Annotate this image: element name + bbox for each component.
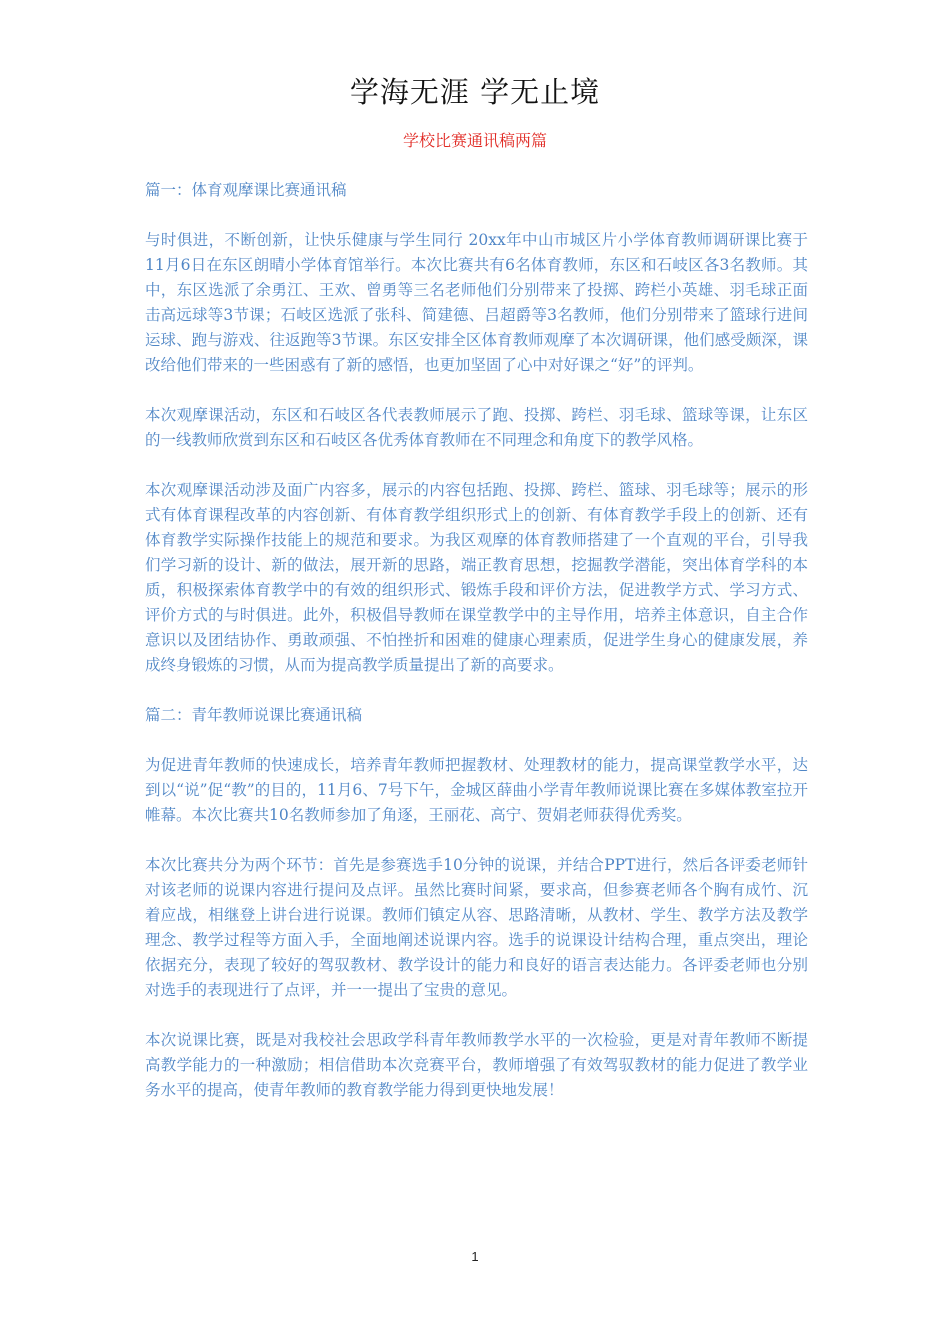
paragraph: 本次观摩课活动涉及面广内容多，展示的内容包括跑、投掷、跨栏、篮球、羽毛球等；展示的形式有体育课程改革的内容创新、有体育教学组织形式上的创新、有体育教学手段上的创新、还有体育教学实际操作技能上的规范和要求。为我区观摩的体育教师搭建了一个直观的平台，引导我们学习新的设计、新的做法，展开新的思路，端正教育思想，挖掘教学潜能，突出体育学科的本质，积极探索体育教学中的有效的组织形式、锻炼手段和评价方法，促进教学方式、学习方式、评价方式的与时俱进。此外，积极倡导教师在课堂教学中的主导作用，培养主体意识，自主合作意识以及团结协作、勇敢顽强、不怕挫折和困难的健康心理素质，促进学生身心的健康发展，养成终身锻炼的习惯，从而为提高教学质量提出了新的高要求。	[145, 481, 808, 674]
paragraph: 本次比赛共分为两个环节：首先是参赛选手10分钟的说课，并结合PPT进行，然后各评委老师针对该老师的说课内容进行提问及点评。虽然比赛时间紧，要求高，但参赛老师各个胸有成竹、沉着应战，相继登上讲台进行说课。教师们镇定从容、思路清晰，从教材、学生、教学方法及教学理念、教学过程等方面入手，全面地阐述说课内容。选手的说课设计结构合理，重点突出，理论依据充分，表现了较好的驾驭教材、教学设计的能力和良好的语言表达能力。各评委老师也分别对选手的表现进行了点评，并一一提出了宝贵的意见。	[145, 856, 808, 999]
paragraph: 为促进青年教师的快速成长，培养青年教师把握教材、处理教材的能力，提高课堂教学水平，达到以“说”促“教”的目的，11月6、7号下午，金城区薛曲小学青年教师说课比赛在多媒体教室拉开帷幕。本次比赛共10名教师参加了角逐，王丽花、高宁、贺娟老师获得优秀奖。	[145, 756, 808, 824]
paragraph: 本次观摩课活动，东区和石岐区各代表教师展示了跑、投掷、跨栏、羽毛球、篮球等课，让东区的一线教师欣赏到东区和石岐区各优秀体育教师在不同理念和角度下的教学风格。	[145, 406, 808, 449]
section-heading-1: 篇一：体育观摩课比赛通讯稿	[145, 181, 347, 199]
section-heading-2: 篇二：青年教师说课比赛通讯稿	[145, 706, 363, 724]
page-header-motto: 学海无涯 学无止境	[349, 75, 601, 109]
page-number: 1	[471, 1249, 479, 1264]
document-title: 学校比赛通讯稿两篇	[402, 131, 547, 150]
paragraph: 与时俱进，不断创新，让快乐健康与学生同行 20xx年中山市城区片小学体育教师调研课比赛于11月6日在东区朗晴小学体育馆举行。本次比赛共有6名体育教师，东区和石岐区各3名教师。其中，东区选派了余勇江、王欢、曾勇等三名老师他们分别带来了投掷、跨栏小英雄、羽毛球正面击高远球等3节课；石岐区选派了张科、简建德、吕超爵等3名教师，他们分别带来了篮球行进间运球、跑与游戏、往返跑等3节课。东区安排全区体育教师观摩了本次调研课，他们感受颇深，课改给他们带来的一些困惑有了新的感悟，也更加坚固了心中对好课之“好”的评判。	[145, 231, 808, 374]
paragraph: 本次说课比赛，既是对我校社会思政学科青年教师教学水平的一次检验，更是对青年教师不断提高教学能力的一种激励；相信借助本次竞赛平台，教师增强了有效驾驭教材的能力促进了教学业务水平的提高，使青年教师的教育教学能力得到更快地发展！	[145, 1031, 808, 1099]
document-body	[145, 178, 808, 1128]
